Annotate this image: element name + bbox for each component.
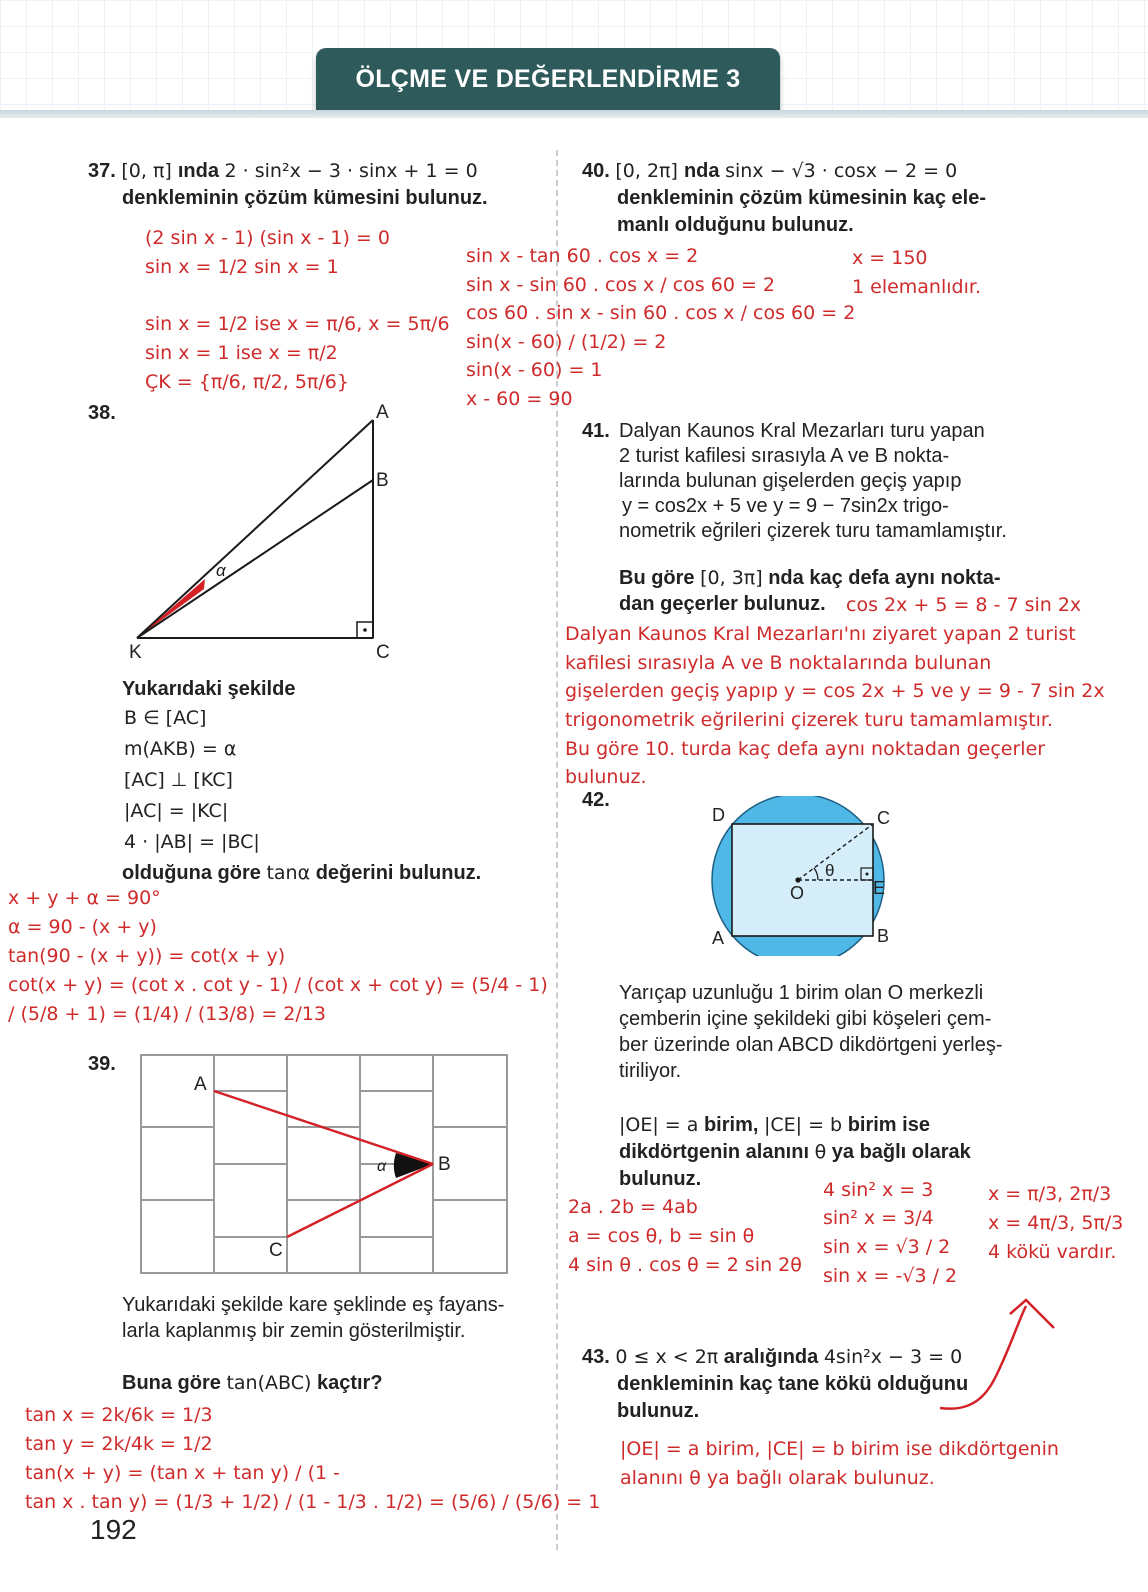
q40-answer-1: sin x - tan 60 . cos x = 2	[466, 245, 699, 267]
q41-number: 41.	[582, 420, 610, 442]
q38-answer-5: / (5/8 + 1) = (1/4) / (13/8) = 2/13	[8, 1003, 326, 1025]
q43-line2: denkleminin kaç tane kökü olduğunu	[617, 1373, 969, 1395]
q42-answer-b-3: sin x = √3 / 2	[823, 1236, 951, 1258]
q42-answer-b-1: 4 sin² x = 3	[823, 1179, 934, 1201]
q38-condition-3: [AC] ⊥ [KC]	[124, 769, 233, 791]
q38-question: olduğuna göre tanα değerini bulunuz.	[122, 862, 482, 884]
q43-answer-1: |OE| = a birim, |CE| = b birim ise dikdörtgenin	[620, 1438, 1059, 1460]
q42-question-2: dikdörtgenin alanını θ ya bağlı olarak	[619, 1141, 971, 1163]
q41-text-5: nometrik eğrileri çizerek turu tamamlamıştır.	[619, 520, 1007, 542]
q41-text-3: larında bulunan gişelerden geçiş yapıp	[619, 470, 962, 492]
q37-line2: denkleminin çözüm kümesini bulunuz.	[122, 187, 488, 209]
q41-text-1: Dalyan Kaunos Kral Mezarları turu yapan	[619, 420, 985, 442]
q39-label-alpha: α	[377, 1158, 387, 1175]
q38-label-alpha: α	[216, 561, 226, 580]
q37-answer-3: sin x = 1/2 ise x = π/6, x = 5π/6	[145, 313, 450, 335]
q40-answer-6: x - 60 = 90	[466, 388, 573, 410]
q42-label-A: A	[712, 928, 725, 948]
q41-answer-6: bulunuz.	[565, 766, 647, 788]
q38-condition-4: |AC| = |KC|	[124, 800, 229, 822]
q39-answer-3: tan(x + y) = (tan x + tan y) / (1 -	[25, 1462, 340, 1484]
q37-line1: 37. [0, π] ında 2 · sin²x − 3 · sinx + 1 = 0	[88, 160, 478, 182]
page-header	[316, 48, 780, 110]
q39-question: Buna göre tan(ABC) kaçtır?	[122, 1372, 383, 1394]
q38-label-B: B	[376, 470, 389, 491]
q38-triangle-figure	[120, 396, 410, 666]
q40-line1: 40. [0, 2π] nda sinx − √3 · cosx − 2 = 0	[582, 160, 958, 182]
q42-answer-b-4: sin x = -√3 / 2	[823, 1265, 958, 1287]
q43-line3: bulunuz.	[617, 1400, 700, 1422]
q40-answer-5: sin(x - 60) = 1	[466, 359, 603, 381]
q41-question-1: Bu göre [0, 3π] nda kaç defa aynı nokta-	[619, 567, 1001, 589]
q40-answer-right-2: 1 elemanlıdır.	[852, 276, 981, 298]
q42-answer-c-1: x = π/3, 2π/3	[988, 1183, 1112, 1205]
q41-question-2: dan geçerler bulunuz.	[619, 593, 826, 615]
header-rule	[0, 110, 1148, 118]
q38-label-C: C	[376, 642, 390, 663]
q42-text-4: tiriliyor.	[619, 1060, 682, 1082]
q39-tile-figure	[140, 1054, 510, 1276]
q42-text-2: çemberin içine şekildeki gibi köşeleri çem-	[619, 1008, 992, 1030]
q40-line3: manlı olduğunu bulunuz.	[617, 214, 854, 236]
q41-answer-3: gişelerden geçiş yapıp y = cos 2x + 5 ve y = 9 - 7 sin 2x	[565, 680, 1105, 702]
q42-question-1: |OE| = a birim, |CE| = b birim ise	[619, 1114, 930, 1136]
q41-answer-1: Dalyan Kaunos Kral Mezarları'nı ziyaret yapan 2 turist	[565, 623, 1076, 645]
q42-answer-a-2: a = cos θ, b = sin θ	[568, 1225, 755, 1247]
q42-number: 42.	[582, 789, 610, 811]
q42-text-3: ber üzerinde olan ABCD dikdörtgeni yerleş-	[619, 1034, 1003, 1056]
q40-answer-right-1: x = 150	[852, 247, 928, 269]
q38-condition-1: B ∈ [AC]	[124, 707, 207, 729]
q39-answer-4: tan x . tan y) = (1/3 + 1/2) / (1 - 1/3 . 1/2) = (5/6) / (5/6) = 1	[25, 1491, 601, 1513]
q38-condition-2: m(AKB) = α	[124, 738, 237, 760]
q42-label-theta: θ	[825, 861, 835, 880]
q41-text-4: y = cos2x + 5 ve y = 9 − 7sin2x trigo-	[622, 495, 949, 517]
q38-answer-4: cot(x + y) = (cot x . cot y - 1) / (cot x + cot y) = (5/4 - 1)	[8, 974, 548, 996]
q37-answer-4: sin x = 1 ise x = π/2	[145, 342, 338, 364]
q41-answer-4: trigonometrik eğrilerini çizerek turu tamamlamıştır.	[565, 709, 1054, 731]
q43-line1: 43. 0 ≤ x < 2π aralığında 4sin²x − 3 = 0	[582, 1346, 963, 1368]
q37-answer-2: sin x = 1/2 sin x = 1	[145, 256, 339, 278]
q39-label-A: A	[194, 1074, 207, 1095]
q39-text-1: Yukarıdaki şekilde kare şeklinde eş fayans-	[122, 1294, 505, 1316]
q43-answer-2: alanını θ ya bağlı olarak bulunuz.	[620, 1467, 935, 1489]
q42-answer-c-3: 4 kökü vardır.	[988, 1241, 1117, 1263]
q41-answer-5: Bu göre 10. turda kaç defa aynı noktadan geçerler	[565, 738, 1046, 760]
q37-answer-1: (2 sin x - 1) (sin x - 1) = 0	[145, 227, 390, 249]
q40-answer-4: sin(x - 60) / (1/2) = 2	[466, 331, 667, 353]
q38-answer-1: x + y + α = 90°	[8, 887, 161, 909]
q42-label-O: O	[790, 883, 805, 903]
q38-label-K: K	[129, 642, 142, 663]
q42-circle-figure	[700, 796, 910, 956]
q42-question-3: bulunuz.	[619, 1168, 702, 1190]
q41-answer-2: kafilesi sırasıyla A ve B noktalarında bulunan	[565, 652, 992, 674]
q38-intro: Yukarıdaki şekilde	[122, 678, 296, 700]
q42-answer-c-2: x = 4π/3, 5π/3	[988, 1212, 1124, 1234]
q37-answer-5: ÇK = {π/6, π/2, 5π/6}	[145, 371, 349, 393]
q39-label-B: B	[438, 1154, 451, 1175]
q39-number: 39.	[88, 1053, 116, 1075]
q42-label-D: D	[712, 805, 725, 825]
q40-answer-2: sin x - sin 60 . cos x / cos 60 = 2	[466, 274, 776, 296]
q41-text-2: 2 turist kafilesi sırasıyla A ve B nokta-	[619, 445, 950, 467]
q42-label-B: B	[877, 926, 890, 946]
q40-answer-3: cos 60 . sin x - sin 60 . cos x / cos 60 = 2	[466, 302, 856, 324]
q39-answer-1: tan x = 2k/6k = 1/3	[25, 1404, 213, 1426]
q38-number: 38.	[88, 402, 116, 424]
q42-answer-b-2: sin² x = 3/4	[823, 1207, 934, 1229]
q38-answer-3: tan(90 - (x + y)) = cot(x + y)	[8, 945, 286, 967]
q42-label-E: E	[873, 878, 886, 898]
q42-text-1: Yarıçap uzunluğu 1 birim olan O merkezli	[619, 982, 984, 1004]
q39-answer-2: tan y = 2k/4k = 1/2	[25, 1433, 213, 1455]
q39-text-2: larla kaplanmış bir zemin gösterilmiştir.	[122, 1320, 466, 1342]
q39-label-C: C	[269, 1240, 283, 1261]
q41-answer-inline: cos 2x + 5 = 8 - 7 sin 2x	[846, 594, 1082, 616]
q42-answer-a-1: 2a . 2b = 4ab	[568, 1196, 698, 1218]
page-title: ÖLÇME VE DEĞERLENDİRME 3	[355, 64, 741, 93]
q38-label-A: A	[376, 402, 389, 423]
q38-condition-5: 4 · |AB| = |BC|	[124, 831, 260, 853]
q42-answer-a-3: 4 sin θ . cos θ = 2 sin 2θ	[568, 1254, 802, 1276]
page-number: 192	[90, 1514, 137, 1545]
q38-answer-2: α = 90 - (x + y)	[8, 916, 157, 938]
q42-label-C: C	[877, 808, 890, 828]
q40-line2: denkleminin çözüm kümesinin kaç ele-	[617, 187, 987, 209]
